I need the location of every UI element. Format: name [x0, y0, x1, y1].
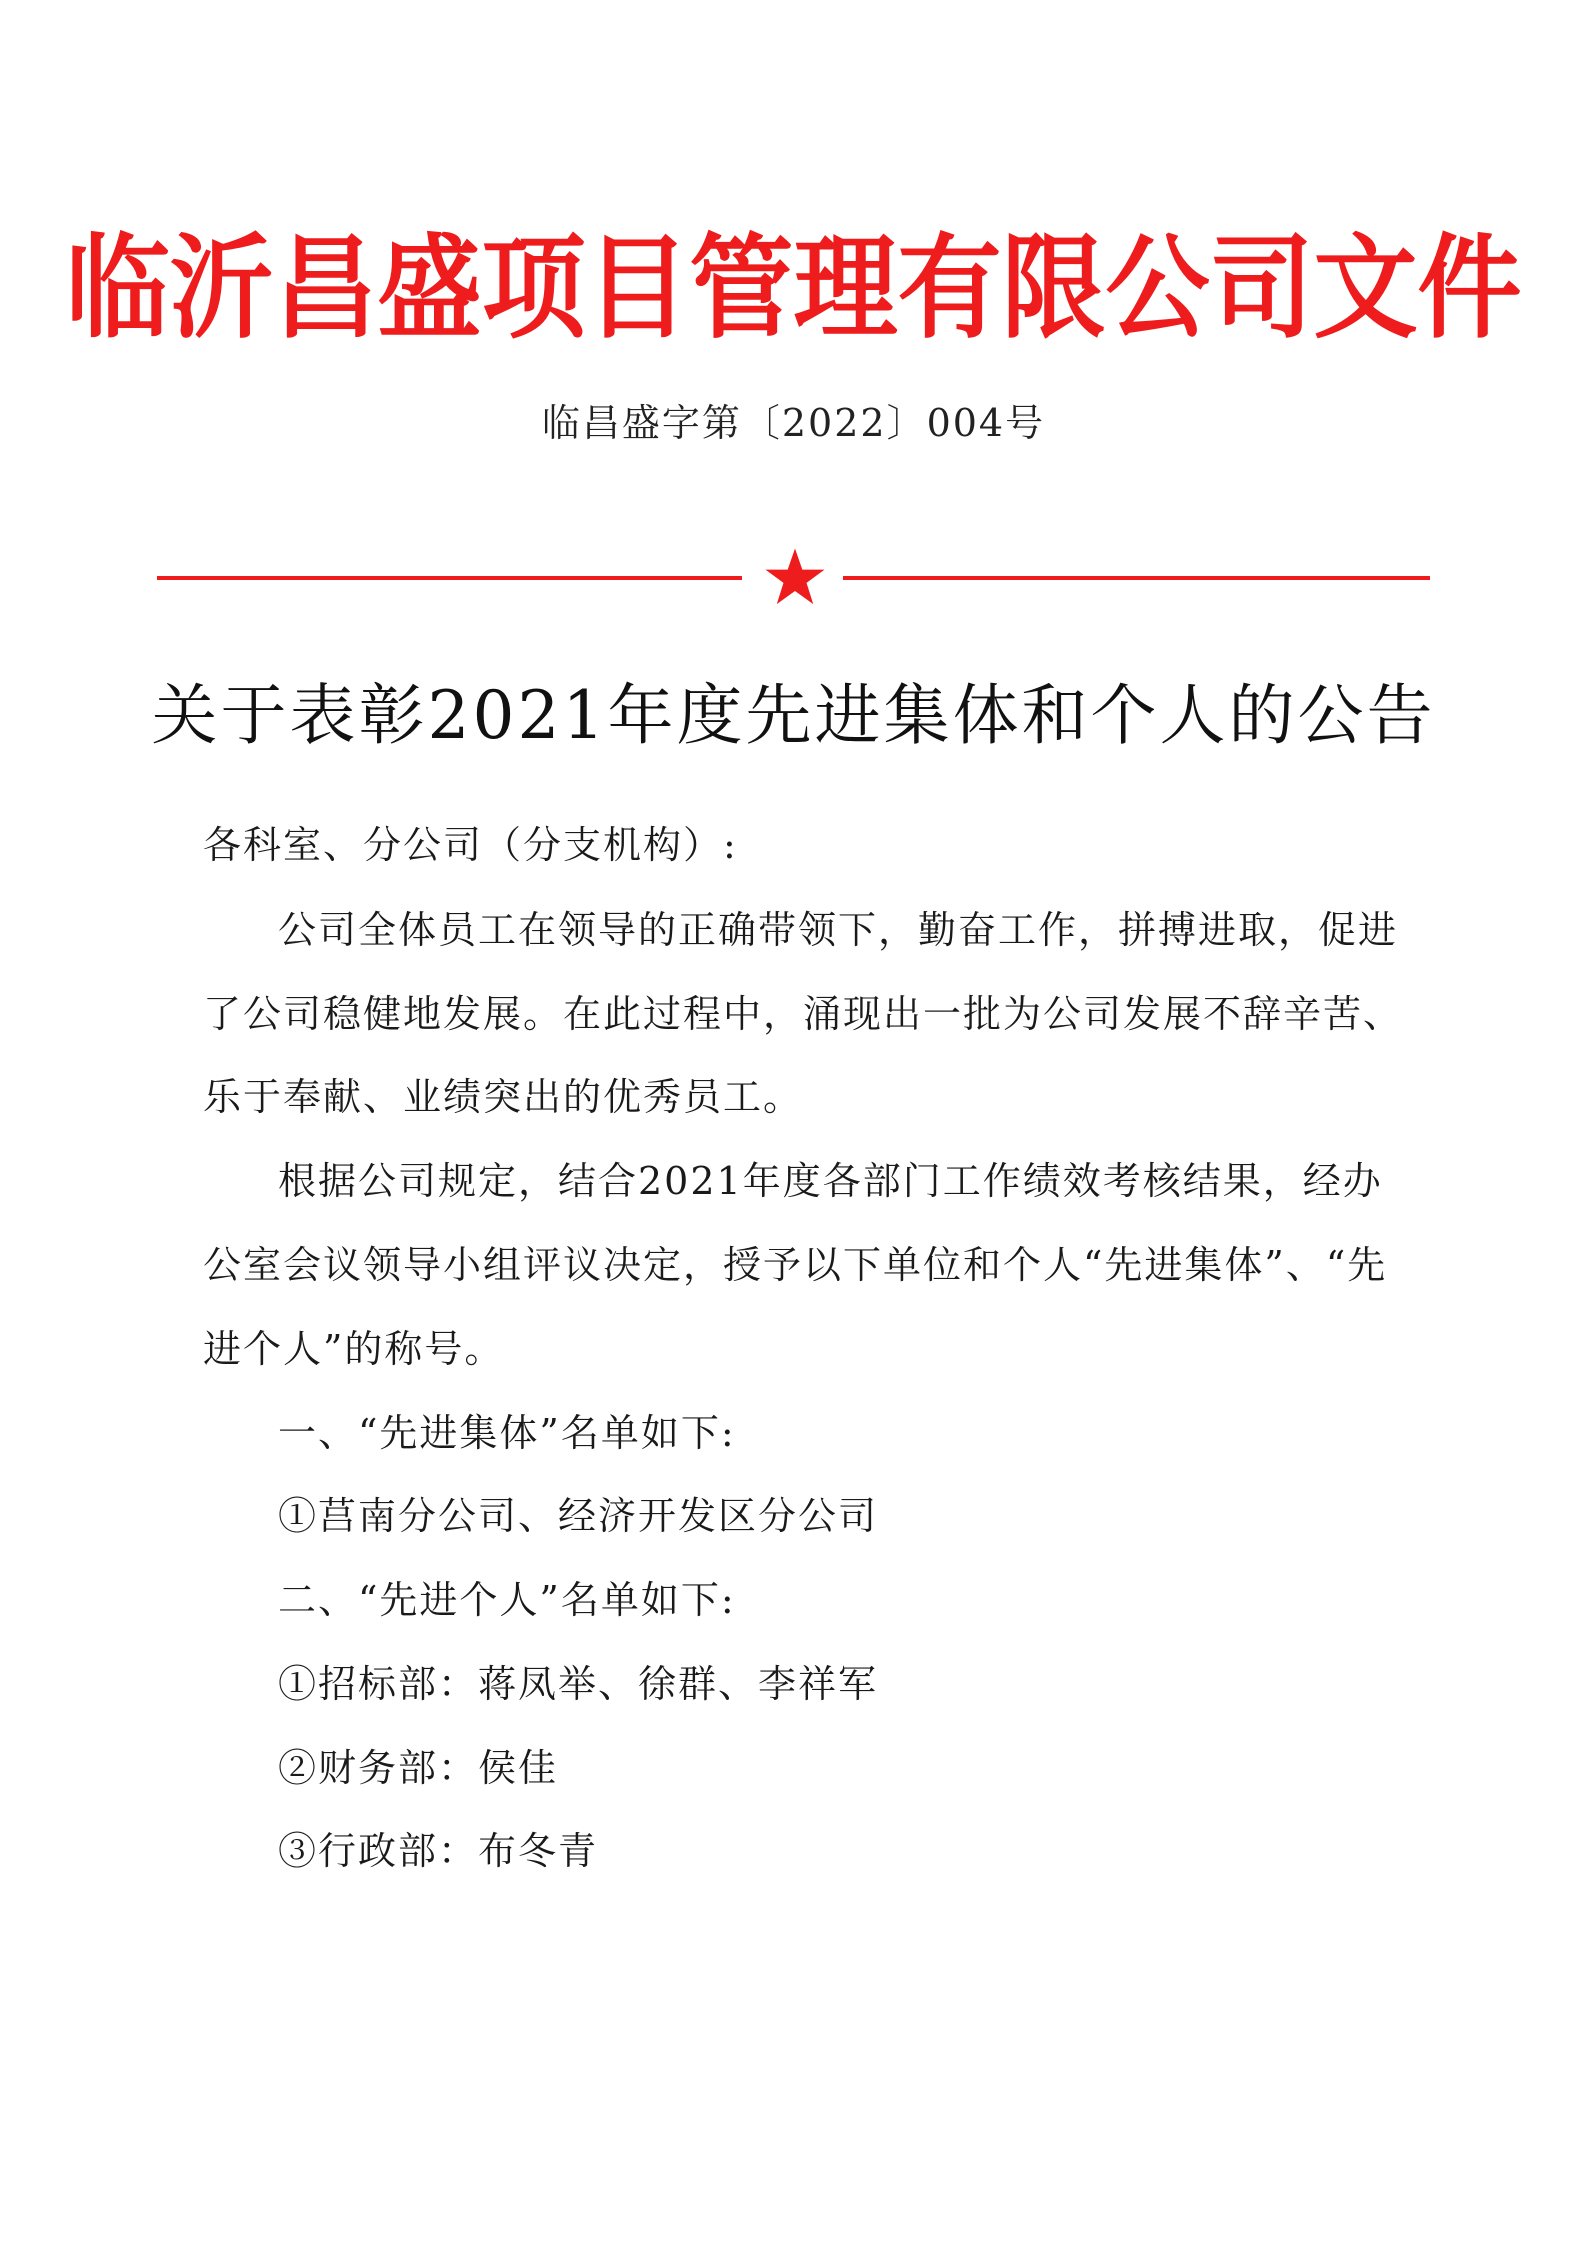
red-divider-right [843, 576, 1430, 580]
paragraph-2-line-1: 根据公司规定，结合2021年度各部门工作绩效考核结果，经办 [278, 1159, 1383, 1203]
list-item: ①莒南分公司、经济开发区分公司 [278, 1494, 879, 1538]
list-item: ②财务部：侯佳 [278, 1746, 559, 1790]
list-item: ①招标部：蒋凤举、徐群、李祥军 [278, 1662, 879, 1706]
paragraph-1-line-2: 了公司稳健地发展。在此过程中，涌现出一批为公司发展不辞辛苦、 [203, 992, 1404, 1036]
section-2-heading: 二、“先进个人”名单如下: [278, 1578, 736, 1622]
paragraph-1-line-1: 公司全体员工在领导的正确带领下，勤奋工作，拼搏进取，促进 [278, 908, 1399, 952]
salutation: 各科室、分公司（分支机构）: [203, 823, 738, 867]
paragraph-2-line-2: 公室会议领导小组评议决定，授予以下单位和个人“先进集体”、“先 [203, 1243, 1388, 1287]
company-title: 临沂昌盛项目管理有限公司文件 [65, 222, 1522, 354]
paragraph-2-line-3: 进个人”的称号。 [203, 1327, 505, 1371]
red-divider-left [157, 576, 742, 580]
star-icon [764, 546, 826, 608]
list-item: ③行政部：布冬青 [278, 1829, 599, 1873]
document-number: 临昌盛字第〔2022〕004号 [541, 401, 1046, 445]
section-1-heading: 一、“先进集体”名单如下: [278, 1411, 736, 1455]
notice-title: 关于表彰2021年度先进集体和个人的公告 [151, 677, 1436, 754]
paragraph-1-line-3: 乐于奉献、业绩突出的优秀员工。 [203, 1075, 804, 1119]
